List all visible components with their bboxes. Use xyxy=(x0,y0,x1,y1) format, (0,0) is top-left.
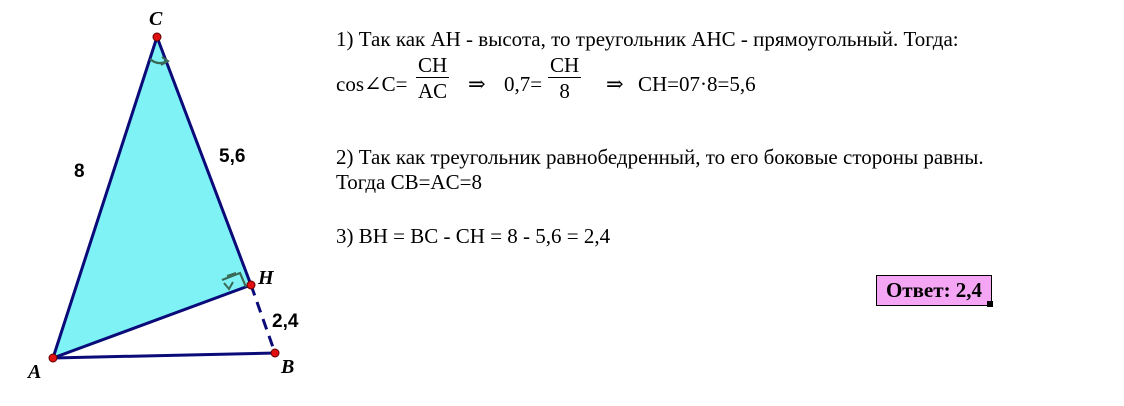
vertex-label-a: A xyxy=(28,361,42,383)
formula-lhs: cos∠C= xyxy=(336,72,408,96)
fraction-numerator: CH xyxy=(550,53,580,77)
solution-step-2-line-1: 2) Так как треугольник равнобедренный, то его боковые стороны равны. xyxy=(336,145,984,169)
vertex-a-point xyxy=(49,354,57,362)
fraction-denominator: AC xyxy=(418,79,448,103)
formula-mid: 0,7= xyxy=(504,72,543,96)
side-ab xyxy=(53,353,275,358)
triangle-ahc-fill xyxy=(53,37,251,358)
fraction-denominator: 8 xyxy=(559,79,570,103)
answer-box: Ответ: 2,4 xyxy=(876,275,992,306)
implies-arrow-icon: ⇒ xyxy=(606,72,624,96)
formula-result: CH=07·8=5,6 xyxy=(638,72,756,96)
side-label-ch: 5,6 xyxy=(219,146,246,167)
vertex-h-point xyxy=(247,281,255,289)
fraction-ch-ac xyxy=(416,53,449,104)
fraction-numerator: CH xyxy=(418,53,448,77)
vertex-c-point xyxy=(153,33,161,41)
vertex-b-point xyxy=(271,349,279,357)
side-label-ac: 8 xyxy=(74,161,85,182)
side-label-hb: 2,4 xyxy=(272,311,299,332)
vertex-label-h: H xyxy=(258,267,274,289)
vertex-label-b: B xyxy=(281,356,295,378)
answer-box-handle xyxy=(987,301,993,307)
implies-arrow-icon: ⇒ xyxy=(468,72,486,96)
solution-step-3: 3) BH = BC - CH = 8 - 5,6 = 2,4 xyxy=(336,224,611,248)
triangle-diagram xyxy=(0,0,330,406)
fraction-ch-8 xyxy=(548,53,581,104)
solution-step-2-line-2: Тогда CB=AC=8 xyxy=(336,170,482,194)
solution-step-1: 1) Так как АН - высота, то треугольник АНС - прямоугольный. Тогда: xyxy=(336,27,959,51)
vertex-label-c: C xyxy=(149,8,163,30)
